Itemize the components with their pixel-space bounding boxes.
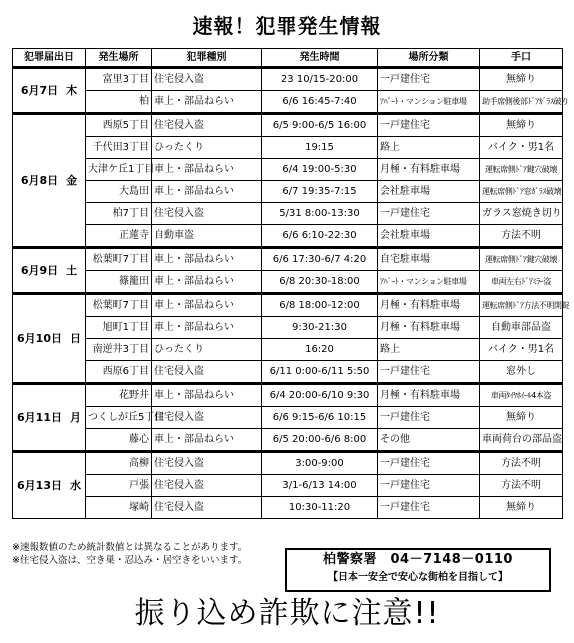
crime-type-cell: 車上・部品ねらい (152, 159, 262, 181)
time-cell: 3/1-6/13 14:00 (262, 475, 378, 497)
header-location: 場所分類 (378, 49, 480, 68)
location-cell: 月極・有料駐車場 (378, 294, 480, 317)
method-cell: 車両ﾀｲﾔﾎｲｰﾙ4本盗 (480, 384, 563, 407)
time-cell: 6/8 18:00-12:00 (262, 294, 378, 317)
table-row (13, 225, 563, 248)
time-cell: 6/5 20:00-6/6 8:00 (262, 429, 378, 452)
time-cell: 6/6 9:15-6/6 10:15 (262, 407, 378, 429)
report-date: 6月11日 (17, 411, 62, 424)
time-cell: 6/6 17:30-6/7 4:20 (262, 248, 378, 271)
table-row (13, 203, 563, 225)
location-cell: 路上 (378, 339, 480, 361)
table-row (13, 361, 563, 384)
place-cell: 松葉町7丁目 (86, 248, 152, 271)
method-cell: 車両左右ﾄﾞｱﾐﾗｰ盗 (480, 271, 563, 294)
table-row (13, 137, 563, 159)
method-cell: 無締り (480, 114, 563, 137)
table-row (13, 68, 563, 91)
crime-type-cell: 車上・部品ねらい (152, 384, 262, 407)
report-weekday: 水 (69, 479, 81, 492)
header-date: 犯罪届出日 (13, 49, 86, 68)
table-row (13, 429, 563, 452)
report-date-cell (13, 384, 86, 452)
crime-type-cell: ひったくり (152, 339, 262, 361)
place-cell: 南逆井3丁目 (86, 339, 152, 361)
header-method: 手口 (480, 49, 563, 68)
report-date: 6月9日 (20, 264, 59, 277)
place-cell: 柏7丁目 (86, 203, 152, 225)
time-cell: 9:30-21:30 (262, 317, 378, 339)
notes (12, 541, 247, 567)
location-cell: ｱﾊﾟｰﾄ・マンション駐車場 (378, 91, 480, 114)
police-phone: 柏警察署 04－7148－0110 (323, 552, 513, 567)
location-cell: 一戸建住宅 (378, 497, 480, 519)
method-cell: 無締り (480, 497, 563, 519)
method-cell: 運転席側ﾄﾞｱ鍵穴破壊 (480, 248, 563, 271)
time-cell: 6/4 20:00-6/10 9:30 (262, 384, 378, 407)
method-cell: 運転席側ﾄﾞｱ方法不明開錠 (480, 294, 563, 317)
crime-type-cell: 住宅侵入盗 (152, 114, 262, 137)
location-cell: 一戸建住宅 (378, 361, 480, 384)
method-cell: 方法不明 (480, 475, 563, 497)
report-date-cell (13, 294, 86, 384)
time-cell: 16:20 (262, 339, 378, 361)
location-cell: 自宅駐車場 (378, 248, 480, 271)
note-line: ※住宅侵入盗は、空き巣・忍込み・居空きをいいます。 (12, 555, 248, 566)
place-cell: 松葉町7丁目 (86, 294, 152, 317)
location-cell: 一戸建住宅 (378, 452, 480, 475)
report-weekday: 月 (69, 411, 81, 424)
method-cell: 無締り (480, 68, 563, 91)
method-cell: 車両荷台の部品盗 (480, 429, 563, 452)
place-cell: 戸張 (86, 475, 152, 497)
place-cell: 塚崎 (86, 497, 152, 519)
time-cell: 6/6 16:45-7:40 (262, 91, 378, 114)
method-cell: 助手席側後部ﾄﾞｱｶﾞﾗｽ破り (480, 91, 563, 114)
table-row (13, 407, 563, 429)
table-row (13, 114, 563, 137)
location-cell: 会社駐車場 (378, 181, 480, 203)
location-cell: 一戸建住宅 (378, 475, 480, 497)
report-date-cell (13, 68, 86, 114)
table-row (13, 317, 563, 339)
table-row (13, 248, 563, 271)
method-cell: 無締り (480, 407, 563, 429)
place-cell: 正蓮寺 (86, 225, 152, 248)
table-row (13, 452, 563, 475)
method-cell: 窓外し (480, 361, 563, 384)
method-cell: バイク・男1名 (480, 137, 563, 159)
note-line: ※速報数値のため統計数値とは異なることがあります。 (12, 542, 248, 553)
method-cell: ガラス窓焼き切り (480, 203, 563, 225)
method-cell: 方法不明 (480, 225, 563, 248)
report-date-cell (13, 114, 86, 248)
police-contact-box (285, 548, 551, 592)
crime-type-cell: 住宅侵入盗 (152, 68, 262, 91)
method-cell: 運転席側ﾄﾞｱ鍵穴破壊 (480, 159, 563, 181)
report-date: 6月8日 (20, 174, 59, 187)
crime-type-cell: 車上・部品ねらい (152, 429, 262, 452)
crime-type-cell: 車上・部品ねらい (152, 271, 262, 294)
report-date: 6月13日 (17, 479, 62, 492)
method-cell: 自動車部品盗 (480, 317, 563, 339)
report-date: 6月7日 (20, 84, 59, 97)
table-row (13, 339, 563, 361)
crime-type-cell: 住宅侵入盗 (152, 452, 262, 475)
location-cell: ｱﾊﾟｰﾄ・マンション駐車場 (378, 271, 480, 294)
crime-type-cell: 車上・部品ねらい (152, 317, 262, 339)
report-date-cell (13, 248, 86, 294)
crime-type-cell: 住宅侵入盗 (152, 497, 262, 519)
crime-type-cell: 住宅侵入盗 (152, 361, 262, 384)
time-cell: 6/5 9:00-6/5 16:00 (262, 114, 378, 137)
time-cell: 5/31 8:00-13:30 (262, 203, 378, 225)
crime-type-cell: 車上・部品ねらい (152, 248, 262, 271)
police-slogan: 【日本一安全で安心な街柏を目指して】 (328, 572, 508, 583)
time-cell: 10:30-11:20 (262, 497, 378, 519)
table-row (13, 159, 563, 181)
time-cell: 23 10/15-20:00 (262, 68, 378, 91)
report-weekday: 土 (66, 264, 78, 277)
page-title: 速報！犯罪発生情報 (192, 14, 382, 38)
place-cell: 柏 (86, 91, 152, 114)
location-cell: 一戸建住宅 (378, 68, 480, 91)
time-cell: 6/6 6:10-22:30 (262, 225, 378, 248)
location-cell: 一戸建住宅 (378, 114, 480, 137)
table-row (13, 271, 563, 294)
time-cell: 6/7 19:35-7:15 (262, 181, 378, 203)
place-cell: つくしが丘5丁目 (86, 407, 152, 429)
time-cell: 3:00-9:00 (262, 452, 378, 475)
location-cell: 月極・有料駐車場 (378, 384, 480, 407)
place-cell: 千代田3丁目 (86, 137, 152, 159)
place-cell: 藤心 (86, 429, 152, 452)
report-weekday: 日 (69, 332, 81, 345)
crime-type-cell: 車上・部品ねらい (152, 181, 262, 203)
table-row (13, 497, 563, 519)
header-type: 犯罪種別 (152, 49, 262, 68)
report-weekday: 金 (66, 174, 78, 187)
crime-type-cell: 車上・部品ねらい (152, 91, 262, 114)
method-cell: 運転席側ﾄﾞｱ窓ｶﾞﾗｽ破壊 (480, 181, 563, 203)
place-cell: 大津ケ丘1丁目 (86, 159, 152, 181)
crime-type-cell: ひったくり (152, 137, 262, 159)
location-cell: 月極・有料駐車場 (378, 159, 480, 181)
table-row (13, 384, 563, 407)
method-cell: バイク・男1名 (480, 339, 563, 361)
location-cell: その他 (378, 429, 480, 452)
header-place: 発生場所 (86, 49, 152, 68)
place-cell: 西原6丁目 (86, 361, 152, 384)
location-cell: 会社駐車場 (378, 225, 480, 248)
place-cell: 大島田 (86, 181, 152, 203)
crime-type-cell: 住宅侵入盗 (152, 475, 262, 497)
crime-table (12, 48, 570, 519)
table-row (13, 294, 563, 317)
place-cell: 篠籠田 (86, 271, 152, 294)
place-cell: 富里3丁目 (86, 68, 152, 91)
method-cell: 方法不明 (480, 452, 563, 475)
place-cell: 高柳 (86, 452, 152, 475)
location-cell: 一戸建住宅 (378, 203, 480, 225)
location-cell: 月極・有料駐車場 (378, 317, 480, 339)
crime-type-cell: 車上・部品ねらい (152, 294, 262, 317)
report-date: 6月10日 (17, 332, 62, 345)
time-cell: 6/4 19:00-5:30 (262, 159, 378, 181)
report-weekday: 木 (66, 84, 78, 97)
crime-type-cell: 自動車盗 (152, 225, 262, 248)
table-header-row (13, 49, 563, 68)
location-cell: 路上 (378, 137, 480, 159)
time-cell: 6/11 0:00-6/11 5:50 (262, 361, 378, 384)
table-row (13, 91, 563, 114)
header-time: 発生時間 (262, 49, 378, 68)
table-row (13, 181, 563, 203)
place-cell: 花野井 (86, 384, 152, 407)
time-cell: 19:15 (262, 137, 378, 159)
place-cell: 旭町1丁目 (86, 317, 152, 339)
place-cell: 西原5丁目 (86, 114, 152, 137)
report-date-cell (13, 452, 86, 519)
crime-type-cell: 住宅侵入盗 (152, 407, 262, 429)
fraud-warning: 振り込め詐欺に注意!! (134, 596, 440, 631)
table-row (13, 475, 563, 497)
crime-type-cell: 住宅侵入盗 (152, 203, 262, 225)
time-cell: 6/8 20:30-18:00 (262, 271, 378, 294)
location-cell: 一戸建住宅 (378, 407, 480, 429)
